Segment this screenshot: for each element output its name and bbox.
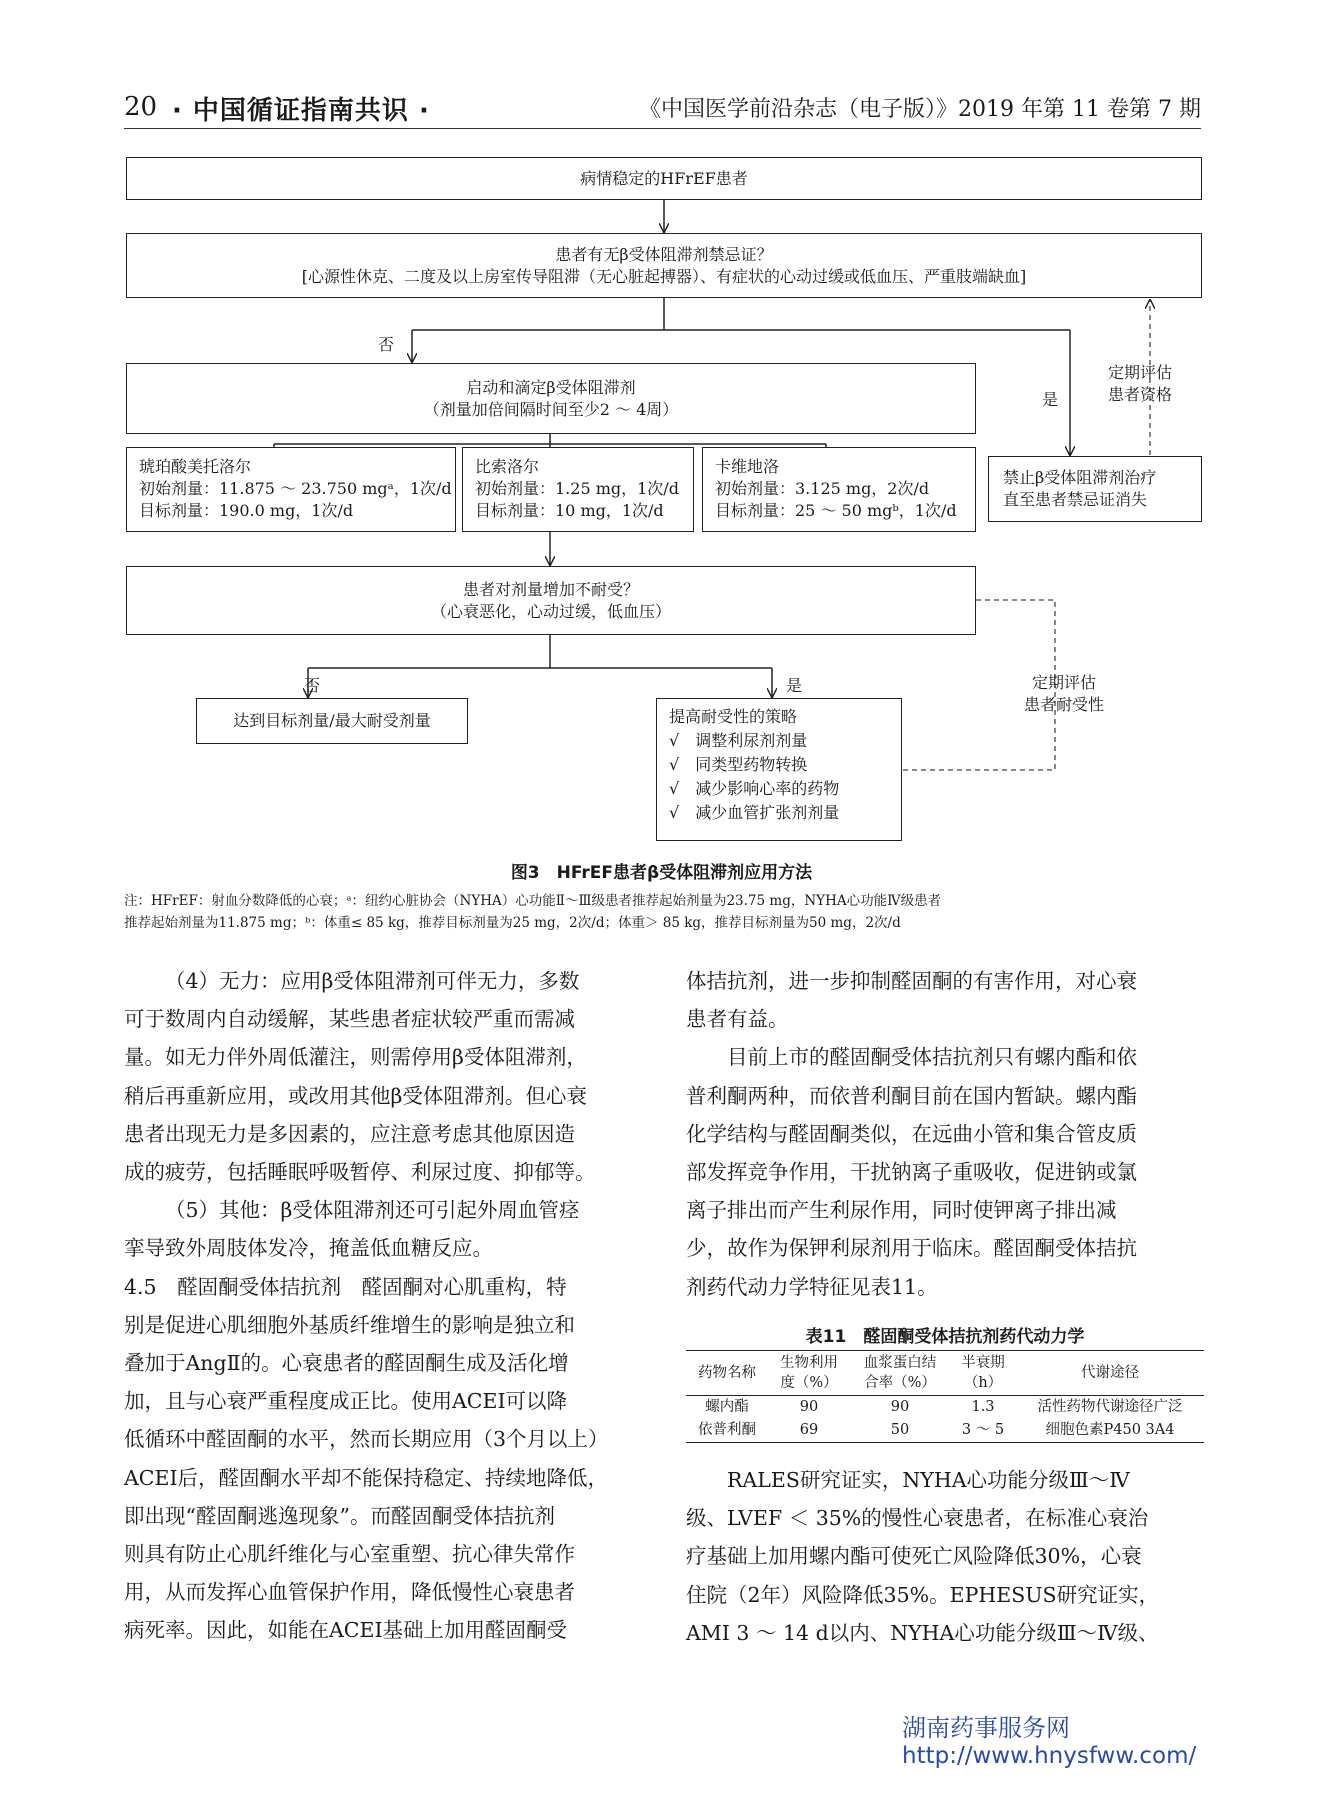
journal-title: 《中国医学前沿杂志（电子版）》2019 年第 11 卷第 7 期 (639, 97, 1201, 122)
box-contraindication: 患者有无β受体阻滞剂禁忌证？ [心源性休克、二度及以上房室传导阻滞（无心脏起搏器）、有症状的心动过缓或低血压、严重肢端缺血] (126, 233, 1202, 298)
label-eval-eligibility: 定期评估 患者资格 (1108, 363, 1173, 404)
box-drug-carvedilol: 卡维地洛 初始剂量：3.125 mg，2次/d 目标剂量：25 ～ 50 mgᵇ，1次/d (702, 447, 976, 532)
pharmacokinetics-table (686, 1350, 1204, 1443)
page-number: 20 (124, 92, 158, 122)
left-column-text: （4）无力：应用β受体阻滞剂可伴无力，多数 可于数周内自动缓解，某些患者症状较严重而需减 量。如无力伴外周低灌注，则需停用β受体阻滞剂， 稍后再重新应用，或改用其他β受体阻滞剂。但心衰 患者出现无力是多因素的，应注意考虑其他原因造 成的疲劳，包括睡眠呼吸暂停、利尿过度、抑郁等。 （5）其他：β受体阻滞剂还可引起外周血管痉 挛导致外周肢体发冷，掩盖低血糖反应。 4.5 醛固酮受体拮抗剂 醛固酮对心肌重构，特 别是促进心肌细胞外基质纤维增生的影响是独立和 叠加于AngⅡ的。心衰患者的醛固酮生成及活化增 加，且与心衰严重程度成正比。使用ACEI可以降 低循环中醛固酮的水平，然而长期应用（3个月以上） ACEI后，醛固酮水平却不能保持稳定、持续地降低， 即出现“醛固酮逃逸现象”。而醛固酮受体拮抗剂 则具有防止心肌纤维化与心室重塑、抗心律失常作 用，从而发挥心血管保护作用，降低慢性心衰患者 病死率。因此，如能在ACEI基础上加用醛固酮受 (124, 969, 609, 1643)
box-drug-metoprolol: 琥珀酸美托洛尔 初始剂量：11.875 ～ 23.750 mgᵃ，1次/d 目标剂量：190.0 mg，1次/d (126, 447, 456, 532)
watermark-site-name: 湖南药事服务网 (902, 1714, 1070, 1742)
table-header: 生物利用 度（%） (768, 1351, 850, 1396)
label-no-2: 否 (304, 676, 321, 695)
box-stable-patient: 病情稳定的HFrEF患者 (126, 157, 1202, 200)
box-target-dose: 达到目标剂量/最大耐受剂量 (196, 698, 468, 744)
figure-caption: 图3 HFrEF患者β受体阻滞剂应用方法 (510, 863, 813, 883)
right-column-text: 体拮抗剂，进一步抑制醛固酮的有害作用，对心衰 患者有益。 目前上市的醛固酮受体拮抗剂只有螺内酯和依 普利酮两种，而依普利酮目前在国内暂缺。螺内酯 化学结构与醛固酮类似，在远曲小管和集合管皮质 部发挥竞争作用，干扰钠离子重吸收，促进钠或氯 离子排出而产生利尿作用，同时使钾离子排出减 少，故作为保钾利尿剂用于临床。醛固酮受体拮抗 剂药代动力学特征见表11。 (686, 969, 1137, 1299)
table-caption: 表11 醛固酮受体拮抗剂药代动力学 (805, 1327, 1085, 1347)
strategy-item: √ 减少影响心率的药物 (669, 779, 840, 798)
table-header: 血浆蛋白结 合率（%） (850, 1351, 950, 1396)
right-column-text-2: RALES研究证实，NYHA心功能分级Ⅲ～Ⅳ 级、LVEF ＜ 35%的慢性心衰患者，在标准心衰治 疗基础上加用螺内酯可使死亡风险降低30%，心衰 住院（2年）风险降低35%。EPHESUS研究证实， AMI 3 ～ 14 d以内、NYHA心功能分级Ⅲ～Ⅳ级、 (686, 1468, 1160, 1645)
table-row: 依普利酮 69 50 3 ～ 5 细胞色素P450 3A4 (686, 1419, 1204, 1443)
strategy-item: √ 调整利尿剂剂量 (669, 731, 808, 750)
table-header: 代谢途径 (1016, 1351, 1204, 1396)
label-yes-1: 是 (1042, 390, 1059, 409)
box-drug-bisoprolol: 比索洛尔 初始剂量：1.25 mg，1次/d 目标剂量：10 mg，1次/d (462, 447, 694, 532)
section-title: · 中国循证指南共识 · (172, 96, 430, 126)
watermark-url[interactable]: http://www.hnysfww.com/ (902, 1743, 1197, 1769)
box-start-titrate: 启动和滴定β受体阻滞剂 （剂量加倍间隔时间至少2 ～ 4周） (126, 363, 976, 434)
figure-note: 注：HFrEF：射血分数降低的心衰；ᵃ：纽约心脏协会（NYHA）心功能Ⅱ～Ⅲ级患者推荐起始剂量为23.75 mg，NYHA心功能Ⅳ级患者 推荐起始剂量为11.875 mg；ᵇ：体重≤ 85 kg，推荐目标剂量为25 mg，2次/d；体重＞ 85 kg，推荐目标剂量为50 mg，2次/d (124, 893, 942, 931)
strategy-item: √ 减少血管扩张剂剂量 (669, 803, 840, 822)
box-tolerance-strategies: 提高耐受性的策略 √ 调整利尿剂剂量 √ 同类型药物转换 √ 减少影响心率的药物 √ 减少血管扩张剂剂量 (656, 698, 902, 841)
table-row: 螺内酯 90 90 1.3 活性药物代谢途径广泛 (705, 1399, 1183, 1415)
table-header: 半衰期 （h） (950, 1351, 1016, 1396)
table-header: 药物名称 (686, 1351, 768, 1396)
label-no-1: 否 (378, 335, 395, 354)
label-yes-2: 是 (786, 676, 803, 695)
strategy-item: √ 同类型药物转换 (669, 755, 808, 774)
box-forbid-beta-blocker: 禁止β受体阻滞剂治疗 直至患者禁忌证消失 (988, 456, 1202, 522)
label-eval-tolerance: 定期评估 患者耐受性 (1024, 673, 1105, 714)
box-intolerance: 患者对剂量增加不耐受？ （心衰恶化，心动过缓，低血压） (126, 566, 976, 635)
